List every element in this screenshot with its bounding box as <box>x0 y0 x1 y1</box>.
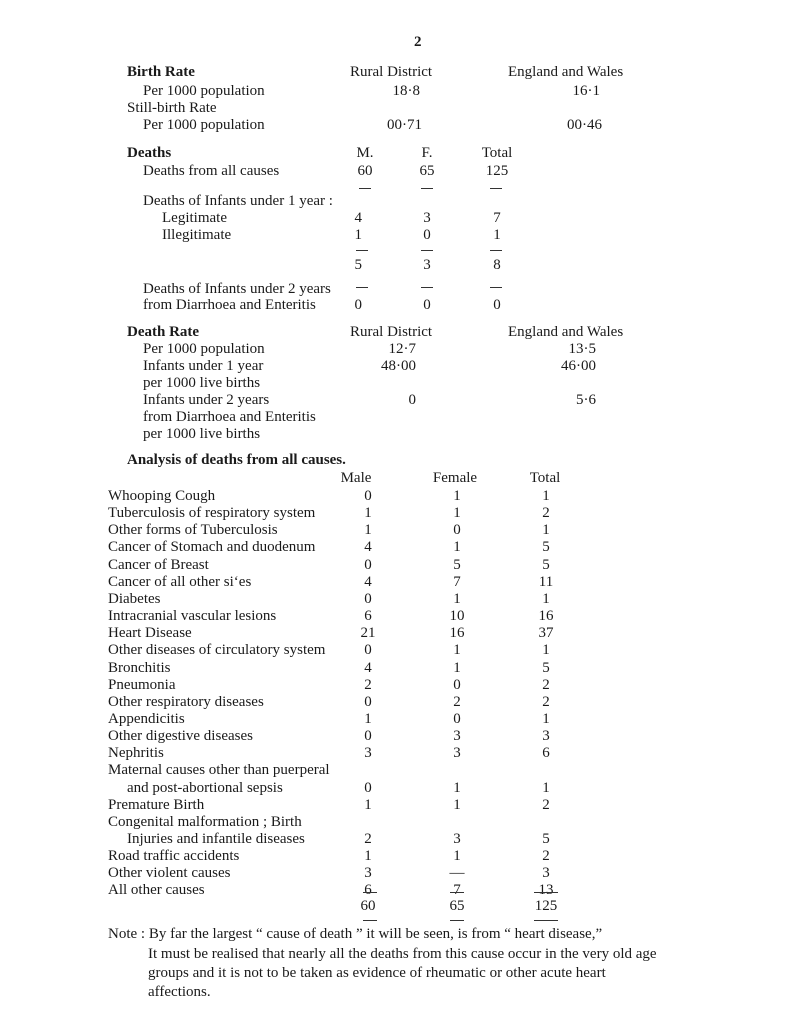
analysis-total-female: 65 <box>449 898 465 914</box>
legitimate-f: 3 <box>423 210 431 226</box>
table-row-cause: Nephritis <box>108 745 164 761</box>
infants-2-label: from Diarrhoea and Enteritis <box>143 409 316 425</box>
table-row-total: 5 <box>542 557 550 573</box>
table-row-cause: Cancer of Stomach and duodenum <box>108 539 316 555</box>
birth-row-rural: 18·8 <box>392 83 420 99</box>
table-row-male: 4 <box>364 574 372 590</box>
deaths-col-f: F. <box>421 145 433 161</box>
table-row-male: 4 <box>364 539 372 555</box>
table-row-male: 0 <box>364 728 372 744</box>
rule <box>356 287 368 288</box>
deaths-col-total: Total <box>481 145 513 161</box>
table-row-total: 3 <box>542 728 550 744</box>
diarrhoea-t: 0 <box>493 297 501 313</box>
death-rate-row-label: Per 1000 population <box>143 341 265 357</box>
table-row-male: 1 <box>364 522 372 538</box>
table-row-cause: Cancer of all other si‘es <box>108 574 252 590</box>
table-row-cause: Tuberculosis of respiratory system <box>108 505 316 521</box>
table-row-cause: Appendicitis <box>108 711 185 727</box>
table-row-female: 0 <box>453 677 461 693</box>
deaths-title: Deaths <box>127 145 172 161</box>
infants-total-t: 8 <box>493 257 501 273</box>
table-row-female: 16 <box>449 625 465 641</box>
rule <box>359 188 371 189</box>
analysis-col-male: Male <box>340 470 372 486</box>
table-row-total: 3 <box>542 865 550 881</box>
table-row-male: 1 <box>364 848 372 864</box>
rule <box>490 287 502 288</box>
table-row-male: 3 <box>364 865 372 881</box>
rule <box>534 892 558 893</box>
rule <box>363 920 377 921</box>
table-row-female: 3 <box>453 831 461 847</box>
note-body: It must be realised that nearly all the deaths from this cause occur in the very old age groups and it is not to be taken as evidence of rheumatic or other acute heart affections. <box>148 946 657 1000</box>
table-row-cause: Pneumonia <box>108 677 176 693</box>
rule <box>363 892 377 893</box>
table-row-female: 5 <box>453 557 461 573</box>
analysis-total-total: 125 <box>534 898 558 914</box>
table-row-female: 1 <box>453 848 461 864</box>
table-row-total: 37 <box>538 625 554 641</box>
table-row-male: 6 <box>364 608 372 624</box>
death-ew-header: England and Wales <box>508 324 624 340</box>
illegitimate-label: Illegitimate <box>162 227 232 243</box>
legitimate-m: 4 <box>354 210 362 226</box>
table-row-male: 6 <box>364 882 372 898</box>
table-row-total: 1 <box>542 711 550 727</box>
birth-row-label: Per 1000 population <box>143 117 265 133</box>
death-rate-rural: 12·7 <box>388 341 416 357</box>
illegitimate-f: 0 <box>423 227 431 243</box>
rule <box>534 920 558 921</box>
table-row-cause: Cancer of Breast <box>108 557 209 573</box>
rule <box>490 250 502 251</box>
infants-2-label: per 1000 live births <box>143 426 261 442</box>
rule <box>450 892 464 893</box>
table-row-cause: Diabetes <box>108 591 161 607</box>
birth-rate-title: Birth Rate <box>127 64 195 80</box>
table-row-male: 0 <box>364 557 372 573</box>
table-row-total: 1 <box>542 642 550 658</box>
table-row-total: 2 <box>542 694 550 710</box>
table-row-total: 1 <box>542 522 550 538</box>
table-row-female: 7 <box>453 574 461 590</box>
table-row-male: 0 <box>364 694 372 710</box>
table-row-female: 1 <box>453 488 461 504</box>
table-row-male: 1 <box>364 711 372 727</box>
diarrhoea-label: Deaths of Infants under 2 years <box>143 281 331 297</box>
analysis-total-male: 60 <box>360 898 376 914</box>
deaths-all-causes-label: Deaths from all causes <box>143 163 280 179</box>
table-row-cause: Heart Disease <box>108 625 192 641</box>
legitimate-t: 7 <box>493 210 501 226</box>
table-row-female: 1 <box>453 660 461 676</box>
table-row-cause: Intracranial vascular lesions <box>108 608 277 624</box>
legitimate-label: Legitimate <box>162 210 227 226</box>
table-row-male: 0 <box>364 591 372 607</box>
rule <box>421 188 433 189</box>
infants-1-ew: 46·00 <box>561 358 596 374</box>
table-row-male: 1 <box>364 797 372 813</box>
rule <box>356 250 368 251</box>
table-row-cause: and post-abortional sepsis <box>127 780 283 796</box>
table-row-female: 7 <box>453 882 461 898</box>
table-row-cause: Congenital malformation ; Birth <box>108 814 302 830</box>
rule <box>450 920 464 921</box>
analysis-title: Analysis of deaths from all causes. <box>127 452 346 468</box>
table-row-male: 0 <box>364 780 372 796</box>
note-first-line: Note : By far the largest “ cause of death ” it will be seen, is from “ heart disease,” <box>108 926 603 942</box>
table-row-female: 3 <box>453 745 461 761</box>
table-row-total: 1 <box>542 591 550 607</box>
table-row-total: 13 <box>538 882 554 898</box>
table-row-cause: All other causes <box>108 882 205 898</box>
infants-1-label: per 1000 live births <box>143 375 261 391</box>
table-row-female: 1 <box>453 780 461 796</box>
table-row-cause: Bronchitis <box>108 660 171 676</box>
analysis-col-female: Female <box>432 470 478 486</box>
table-row-female: 1 <box>453 642 461 658</box>
death-rate-ew: 13·5 <box>568 341 596 357</box>
table-row-male: 0 <box>364 488 372 504</box>
table-row-female: 0 <box>453 522 461 538</box>
deaths-col-m: M. <box>356 145 374 161</box>
rule <box>421 287 433 288</box>
rule <box>421 250 433 251</box>
table-row-total: 5 <box>542 539 550 555</box>
table-row-total: 11 <box>538 574 554 590</box>
table-row-cause: Maternal causes other than puerperal <box>108 762 330 778</box>
table-row-female: 1 <box>453 539 461 555</box>
table-row-cause: Other respiratory diseases <box>108 694 264 710</box>
table-row-female: 1 <box>453 797 461 813</box>
diarrhoea-m: 0 <box>354 297 362 313</box>
table-row-male: 1 <box>364 505 372 521</box>
birth-rural-header: Rural District <box>350 64 433 80</box>
table-row-male: 2 <box>364 677 372 693</box>
table-row-total: 2 <box>542 848 550 864</box>
table-row-female: 10 <box>449 608 465 624</box>
infants-1-rural: 48·00 <box>381 358 416 374</box>
table-row-female: 0 <box>453 711 461 727</box>
still-birth-label: Still-birth Rate <box>127 100 217 116</box>
birth-ew-header: England and Wales <box>508 64 624 80</box>
diarrhoea-label: from Diarrhoea and Enteritis <box>143 297 316 313</box>
table-row-total: 1 <box>542 488 550 504</box>
birth-row-ew: 00·46 <box>567 117 602 133</box>
infants-total-m: 5 <box>354 257 362 273</box>
infants-2-label: Infants under 2 years <box>143 392 270 408</box>
infants-2-ew: 5·6 <box>576 392 596 408</box>
table-row-male: 21 <box>360 625 376 641</box>
deaths-all-f: 65 <box>419 163 435 179</box>
table-row-cause: Premature Birth <box>108 797 205 813</box>
table-row-total: 6 <box>542 745 550 761</box>
table-row-male: 2 <box>364 831 372 847</box>
illegitimate-m: 1 <box>354 227 362 243</box>
table-row-female: 2 <box>453 694 461 710</box>
infants-2-rural: 0 <box>408 392 416 408</box>
table-row-cause: Other forms of Tuberculosis <box>108 522 278 538</box>
table-row-total: 16 <box>538 608 554 624</box>
table-row-cause: Road traffic accidents <box>108 848 240 864</box>
table-row-cause: Injuries and infantile diseases <box>127 831 305 847</box>
table-row-cause: Other violent causes <box>108 865 231 881</box>
table-row-cause: Other diseases of circulatory system <box>108 642 326 658</box>
infants-1-label: Infants under 1 year <box>143 358 264 374</box>
table-row-cause: Whooping Cough <box>108 488 216 504</box>
table-row-female: — <box>449 865 465 881</box>
table-row-total: 5 <box>542 831 550 847</box>
death-rate-title: Death Rate <box>127 324 200 340</box>
table-row-female: 1 <box>453 505 461 521</box>
rule <box>490 188 502 189</box>
table-row-total: 2 <box>542 677 550 693</box>
table-row-male: 3 <box>364 745 372 761</box>
table-row-female: 1 <box>453 591 461 607</box>
birth-row-rural: 00·71 <box>387 117 422 133</box>
page-number: 2 <box>414 34 422 50</box>
birth-row-ew: 16·1 <box>572 83 600 99</box>
infants-heading: Deaths of Infants under 1 year : <box>143 193 333 209</box>
table-row-female: 3 <box>453 728 461 744</box>
infants-total-f: 3 <box>423 257 431 273</box>
illegitimate-t: 1 <box>493 227 501 243</box>
table-row-total: 1 <box>542 780 550 796</box>
deaths-all-t: 125 <box>485 163 509 179</box>
table-row-cause: Other digestive diseases <box>108 728 253 744</box>
diarrhoea-f: 0 <box>423 297 431 313</box>
table-row-total: 2 <box>542 797 550 813</box>
table-row-male: 0 <box>364 642 372 658</box>
death-rural-header: Rural District <box>350 324 433 340</box>
deaths-all-m: 60 <box>357 163 373 179</box>
analysis-col-total: Total <box>529 470 561 486</box>
table-row-male: 4 <box>364 660 372 676</box>
table-row-total: 5 <box>542 660 550 676</box>
table-row-total: 2 <box>542 505 550 521</box>
birth-row-label: Per 1000 population <box>143 83 265 99</box>
